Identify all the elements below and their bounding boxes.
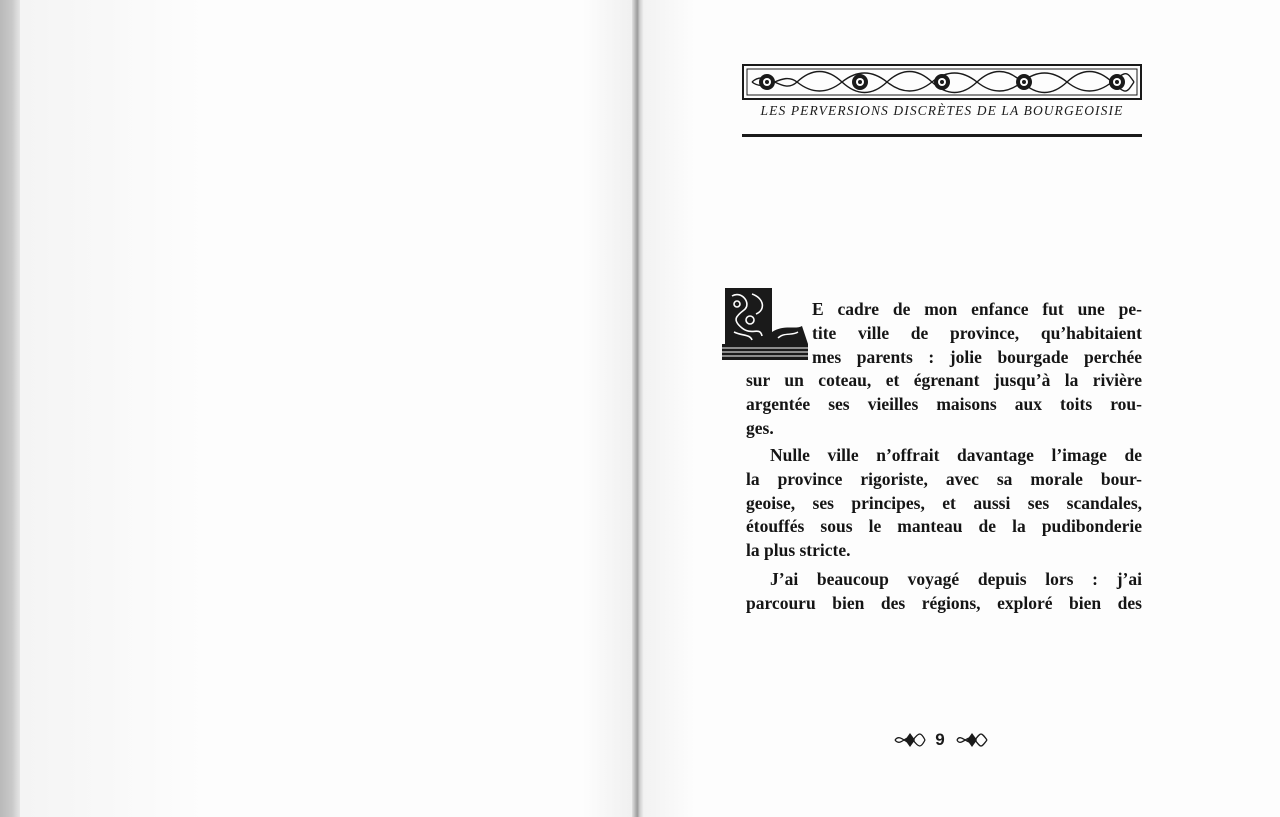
text-line: geoise, ses principes, et aussi ses scandales, [746, 492, 1142, 513]
paragraph-2 [746, 444, 1142, 563]
text-line: tite ville de province, qu’habitaient [812, 322, 1142, 343]
text-line: la province rigoriste, avec sa morale bour- [746, 468, 1142, 489]
text-line: la plus stricte. [746, 540, 851, 561]
text-line: E cadre de mon enfance fut une pe- [812, 299, 1142, 319]
header-rule [742, 134, 1142, 137]
page-number: 9 [935, 730, 945, 749]
text-line: parcouru bien des régions, exploré bien des [746, 592, 1142, 613]
text-line: J’ai beaucoup voyagé depuis lors : j’ai [770, 569, 1142, 589]
left-page-blank [20, 0, 632, 817]
header-ornament-icon [742, 62, 1142, 102]
running-head: LES PERVERSIONS DISCRÈTES DE LA BOURGEOISIE [760, 103, 1124, 118]
text-line: Nulle ville n’offrait davantage l’image de [770, 445, 1142, 465]
paragraph-1 [746, 298, 1142, 441]
text-line: étouffés sous le manteau de la pudibonderie [746, 516, 1142, 537]
text-line: sur un coteau, et égrenant jusqu’à la rivière [746, 370, 1142, 391]
page-edge [0, 0, 20, 817]
paragraph-3 [746, 568, 1142, 616]
text-line: ges. [746, 417, 774, 438]
text-line: argentée ses vieilles maisons aux toits rou- [746, 394, 1142, 415]
text-line: mes parents : jolie bourgade perchée [812, 346, 1142, 367]
book-gutter [632, 0, 644, 817]
